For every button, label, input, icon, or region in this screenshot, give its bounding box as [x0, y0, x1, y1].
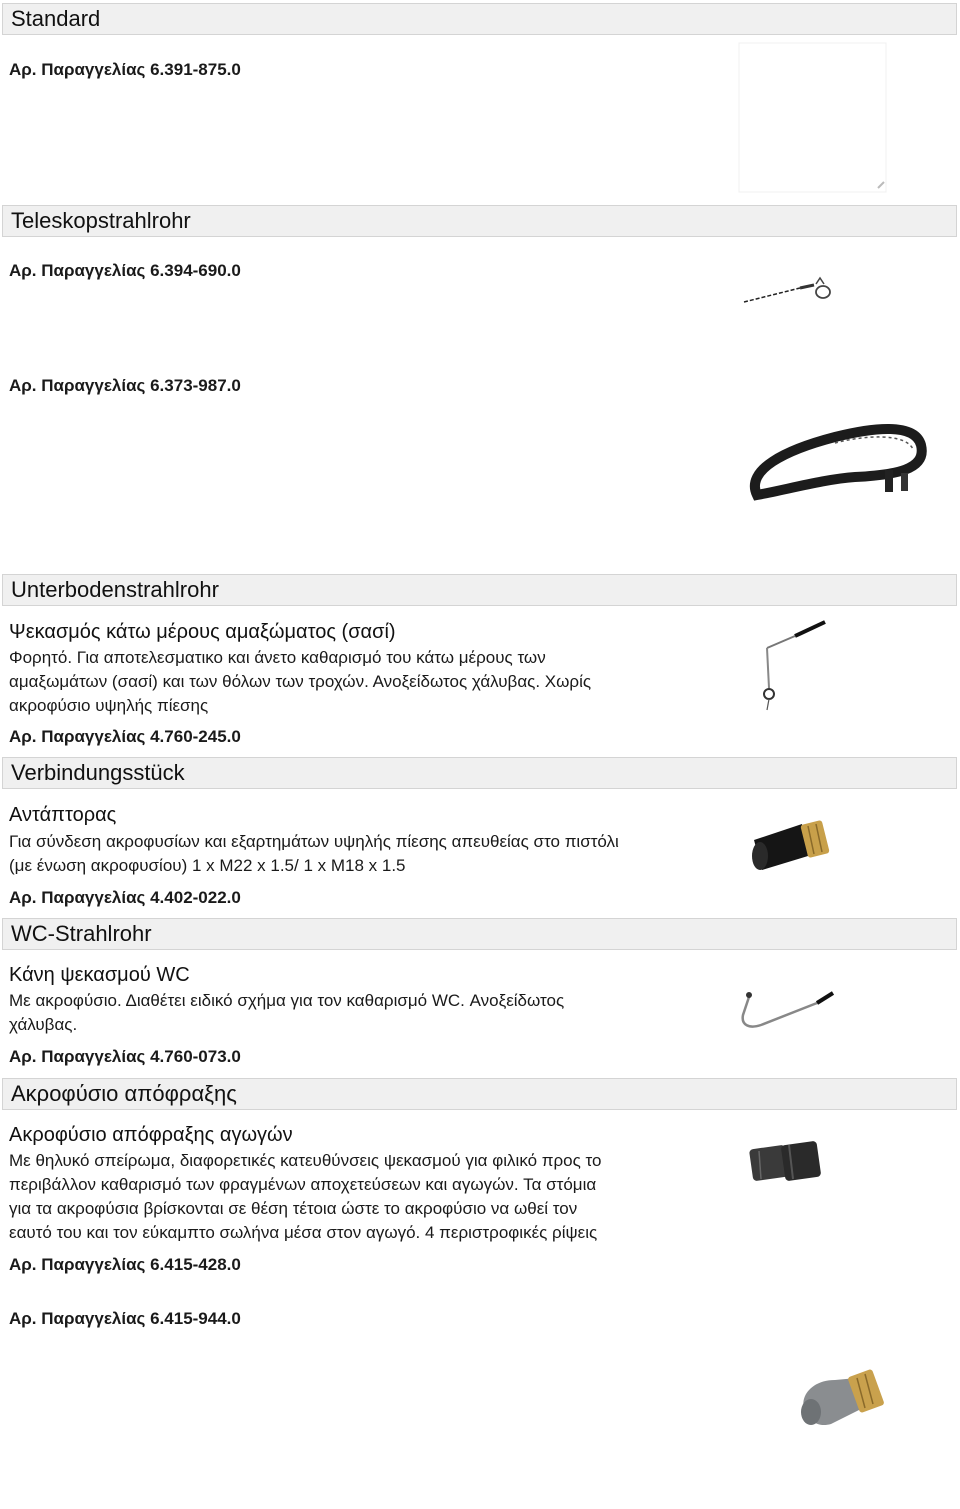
product-description-line: χάλυβας.: [9, 1015, 78, 1034]
rotating-drain-nozzle-image: [795, 1360, 890, 1440]
section-header-rohrreinigung: Ακροφύσιο απόφραξης: [2, 1078, 957, 1110]
order-number: Αρ. Παραγγελίας 4.760-073.0: [9, 1047, 241, 1066]
shoulder-strap-image: [745, 415, 935, 515]
order-number: Αρ. Παραγγελίας 6.415-428.0: [9, 1255, 241, 1274]
telescopic-lance-image: [740, 272, 840, 306]
product-description-line: για τα ακροφύσια βρίσκονται σε θέση τέτοια ώστε το ακροφύσιο να ωθεί τον: [9, 1199, 578, 1218]
adapter-image: [750, 812, 835, 874]
drain-nozzle-image: [745, 1135, 830, 1190]
order-number: Αρ. Παραγγελίας 4.760-245.0: [9, 727, 241, 746]
product-subtitle: Κάνη ψεκασμού WC: [9, 964, 190, 986]
product-description-line: εαυτό του και τον εύκαμπτο σωλήνα μέσα στον αγωγό. 4 περιστροφικές ρίψεις: [9, 1223, 598, 1242]
section-header-wc: WC-Strahlrohr: [2, 918, 957, 950]
product-description-line: Με ακροφύσιο. Διαθέτει ειδικό σχήμα για τον καθαρισμό WC. Ανοξείδωτος: [9, 991, 565, 1010]
product-subtitle: Ψεκασμός κάτω μέρους αμαξώματος (σασί): [9, 621, 396, 643]
product-description-line: (με ένωση ακροφυσίου) 1 x M22 x 1.5/ 1 x M18 x 1.5: [9, 856, 406, 875]
product-subtitle: Ακροφύσιο απόφραξης αγωγών: [9, 1124, 293, 1146]
order-number: Αρ. Παραγγελίας 6.415-944.0: [9, 1309, 241, 1328]
section-header-verbindung: Verbindungsstück: [2, 757, 957, 789]
product-description-line: περιβάλλον καθαρισμό των φραγμένων αποχετεύσεων και αγωγών. Τα στόμια: [9, 1175, 597, 1194]
product-description-line: Φορητό. Για αποτελεσματικο και άνετο καθαρισμό του κάτω μέρους των: [9, 648, 546, 667]
section-header-teleskop: Teleskopstrahlrohr: [2, 205, 957, 237]
product-description-line: Για σύνδεση ακροφυσίων και εξαρτημάτων υψηλής πίεσης απευθείας στο πιστόλι: [9, 832, 619, 851]
order-number: Αρ. Παραγγελίας 4.402-022.0: [9, 888, 241, 907]
product-description-line: Με θηλυκό σπείρωμα, διαφορετικές κατευθύνσεις ψεκασμού για φιλικό προς το: [9, 1151, 602, 1170]
underbody-lance-image: [755, 614, 835, 714]
order-number: Αρ. Παραγγελίας 6.373-987.0: [9, 376, 241, 395]
section-header-standard: Standard: [2, 3, 957, 35]
section-header-unterboden: Unterbodenstrahlrohr: [2, 574, 957, 606]
blank-product-image: [738, 42, 888, 194]
wc-lance-image: [737, 985, 837, 1033]
order-number: Αρ. Παραγγελίας 6.394-690.0: [9, 261, 241, 280]
product-subtitle: Αντάπτορας: [9, 804, 117, 826]
product-description-line: ακροφύσιο υψηλής πίεσης: [9, 696, 209, 715]
product-description-line: αμαξωμάτων (σασί) και των θόλων των τροχών. Ανοξείδωτος χάλυβας. Χωρίς: [9, 672, 592, 691]
order-number: Αρ. Παραγγελίας 6.391-875.0: [9, 60, 241, 79]
